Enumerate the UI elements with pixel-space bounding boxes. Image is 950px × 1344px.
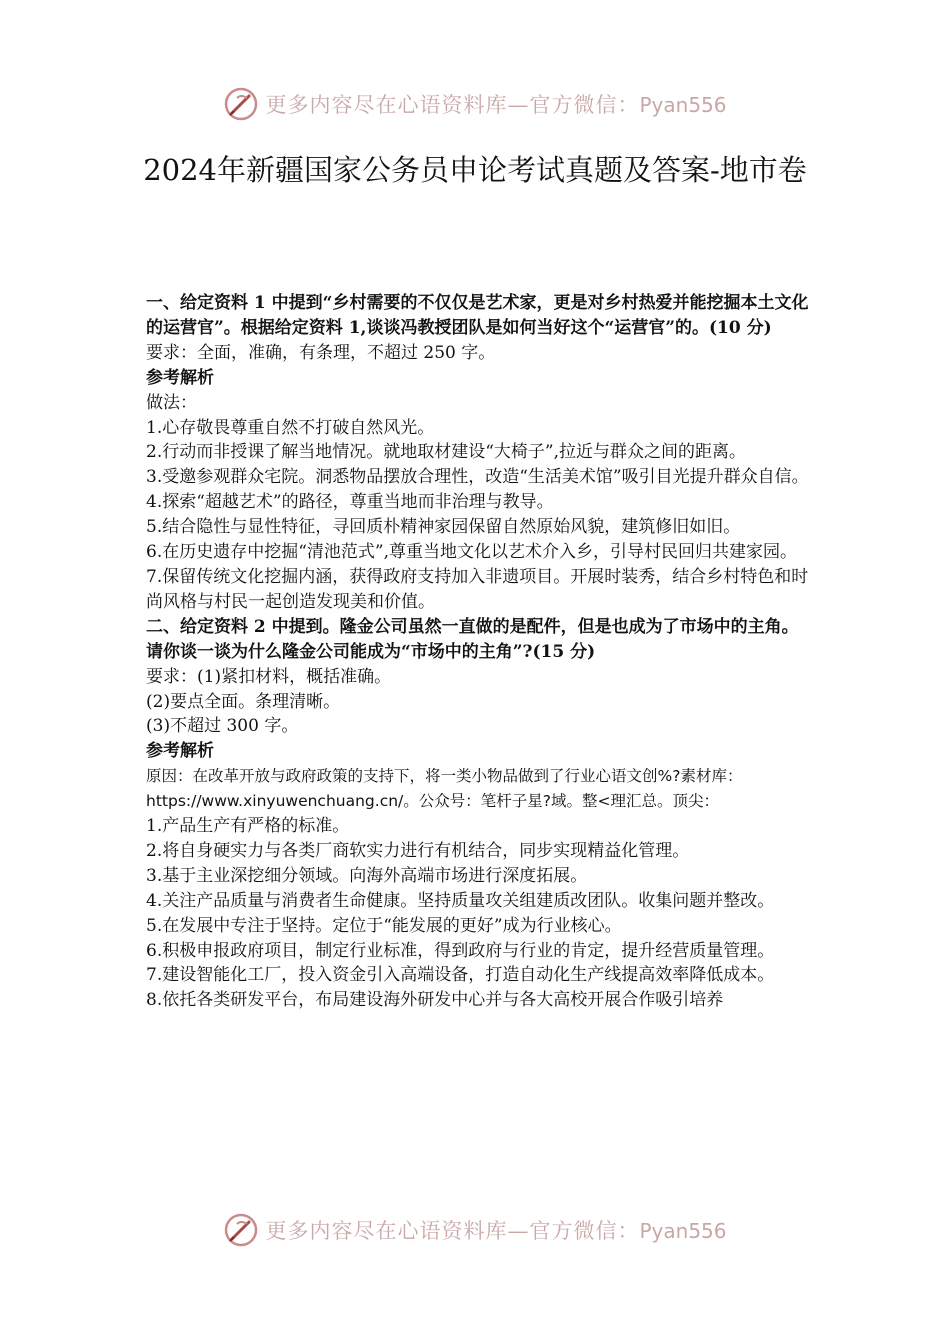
list-item: 5.在发展中专注于坚持。定位于“能发展的更好”成为行业核心。	[146, 915, 622, 936]
list-item: 4.探索“超越艺术”的路径，尊重当地而非治理与教导。	[146, 492, 554, 513]
q2-requirement: (3)不超过 300 字。	[146, 716, 299, 737]
header-banner	[0, 84, 950, 124]
list-item: 8.依托各类研发平台，布局建设海外研发中心并与各大高校开展合作吸引培养	[146, 990, 724, 1011]
list-item: 4.关注产品质量与消费者生命健康。坚持质量攻关组建质改团队。收集问题并整改。	[146, 890, 775, 911]
list-item: 6.在历史遗存中挖掘“清池范式”,尊重当地文化以艺术介入乡，引导村民回归共建家园。	[146, 542, 798, 563]
page-title: 2024年新疆国家公务员申论考试真题及答案-地市卷	[143, 153, 807, 187]
document-body	[146, 291, 814, 1013]
q2-requirement: 要求：(1)紧扣材料，概括准确。	[146, 666, 392, 687]
banner-text: 更多内容尽在心语资料库—官方微信：Pyan556	[265, 1219, 727, 1243]
list-item: 5.结合隐性与显性特征，寻回质朴精神家园保留自然原始风貌，建筑修旧如旧。	[146, 517, 741, 538]
list-item: 3.基于主业深挖细分领域。向海外高端市场进行深度拓展。	[146, 865, 588, 886]
banner-text: 更多内容尽在心语资料库—官方微信：Pyan556	[265, 93, 727, 117]
q1-method-label: 做法：	[146, 392, 197, 413]
list-item: 2.将自身硬实力与各类厂商软实力进行有机结合，同步实现精益化管理。	[146, 840, 690, 861]
q2-reason: 原因：在改革开放与政府政策的支持下，将一类小物品做到了行业心语文创%?素材库：https://www.xinyuwenchuang.cn/。公众号：笔杆子星?域。整<理汇总。顶尖：	[146, 767, 743, 811]
question-2: 二、给定资料 2 中提到。隆金公司虽然一直做的是配件，但是也成为了市场中的主角。请你谈一谈为什么隆金公司能成为“市场中的主角”?(15 分)	[146, 616, 799, 662]
list-item: 3.受邀参观群众宅院。洞悉物品摆放合理性，改造“生活美术馆”吸引目光提升群众自信。	[146, 467, 809, 488]
list-item: 6.积极申报政府项目，制定行业标准，得到政府与行业的肯定，提升经营质量管理。	[146, 940, 775, 961]
question-1: 一、给定资料 1 中提到“乡村需要的不仅仅是艺术家，更是对乡村热爱并能挖掘本土文化的运营官”。根据给定资料 1,谈谈冯教授团队是如何当好这个“运营官”的。(10 分)	[146, 293, 809, 338]
list-item: 7.建设智能化工厂，投入资金引入高端设备，打造自动化生产线提高效率降低成本。	[146, 965, 775, 986]
list-item: 1.心存敬畏尊重自然不打破自然风光。	[146, 417, 435, 438]
q1-reference-label: 参考解析	[146, 367, 214, 388]
pen-logo-icon	[223, 1212, 259, 1248]
pen-logo-icon	[223, 86, 259, 122]
q2-requirement: (2)要点全面。条理清晰。	[146, 691, 341, 712]
footer-banner	[0, 1210, 950, 1250]
list-item: 7.保留传统文化挖掘内涵，获得政府支持加入非遗项目。开展时装秀，结合乡村特色和时尚风格与村民一起创造发现美和价值。	[146, 566, 809, 612]
list-item: 1.产品生产有严格的标准。	[146, 816, 350, 837]
list-item: 2.行动而非授课了解当地情况。就地取材建设“大椅子”,拉近与群众之间的距离。	[146, 442, 747, 463]
q1-requirement: 要求：全面，准确，有条理，不超过 250 字。	[146, 342, 496, 363]
q2-reference-label: 参考解析	[146, 741, 214, 762]
